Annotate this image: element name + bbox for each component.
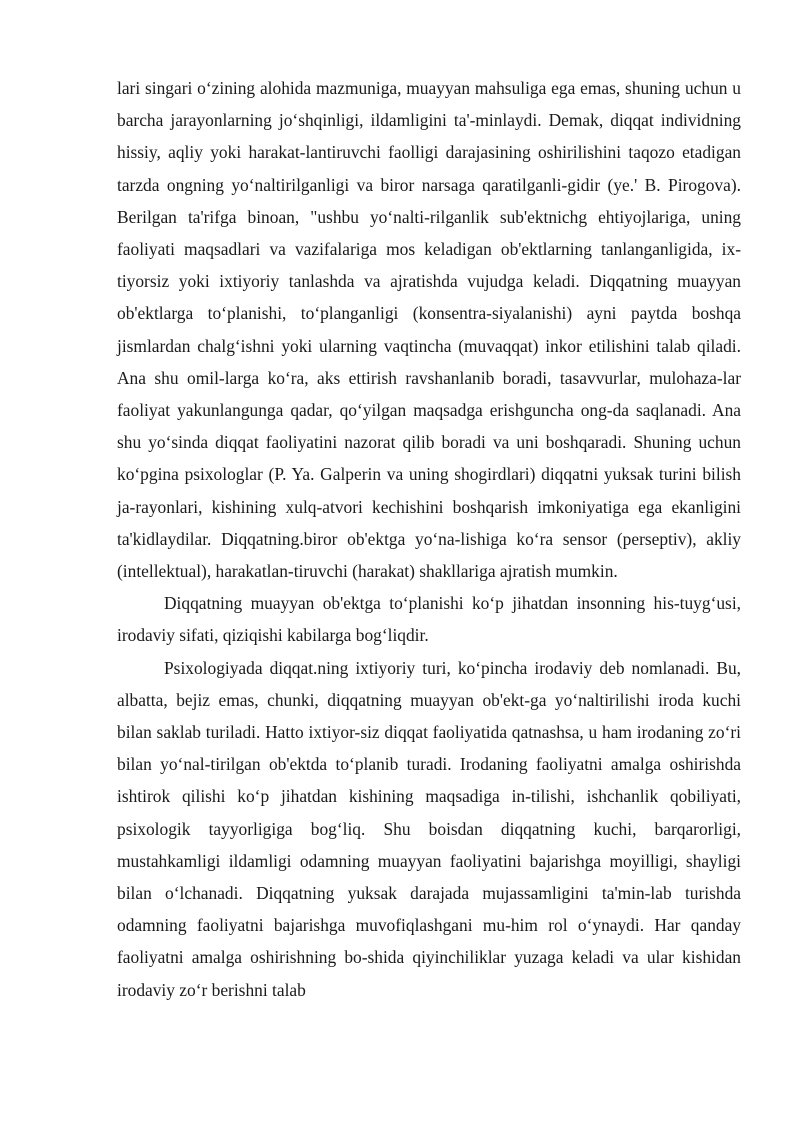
paragraph-1: lari singari o‘zining alohida mazmuniga, muayyan mahsuliga ega emas, shuning uchun u barcha jarayonlarning jo‘shqinligi, ildamligini ta'-minlaydi. Demak, diqqat individning hissiy, aqliy yoki harakat-lantiruvchi faolligi darajasining oshirilishini taqozo etadigan tarzda ongning yo‘naltirilganligi va biror narsaga qaratilganli-gidir (ye.' B. Pirogova). Berilgan ta'rifga binoan, "ushbu yo‘nalti-rilganlik sub'ektnichg ehtiyojlariga, uning faoliyati maqsadlari va vazifalariga mos keladigan ob'ektlarning tanlanganligida, ix-tiyorsiz yoki ixtiyoriy tanlashda va ajratishda vujudga keladi. Diqqatning muayyan ob'ektlarga to‘planishi, to‘planganligi (konsentra-siyalanishi) ayni paytda boshqa jismlardan chalg‘ishni yoki ularning vaqtincha (muvaqqat) inkor etilishini talab qiladi. Ana shu omil-larga ko‘ra, aks ettirish ravshanlanib boradi, tasavvurlar, mulohaza-lar faoliyat yakunlangunga qadar, qo‘yilgan maqsadga erishguncha ong-da saqlanadi. Ana shu yo‘sinda diqqat faoliyatini nazorat qilib boradi va uni boshqaradi. Shuning uchun ko‘pgina psixologlar (P. Ya. Galperin va uning shogirdlari) diqqatni yuksak turini bilish ja-rayonlari, kishining xulq-atvori kechishini boshqarish imkoniyatiga ega ekanligini ta'kidlaydilar. Diqqatning.biror ob'ektga yo‘na-lishiga ko‘ra sensor (perseptiv), akliy (intellektual), harakatlan-tiruvchi (harakat) shakllariga ajratish mumkin. bbox=[117, 78, 741, 582]
document-page bbox=[117, 72, 741, 1006]
paragraph-2: Diqqatning muayyan ob'ektga to‘planishi ko‘p jihatdan insonning his-tuyg‘usi, irodaviy sifati, qiziqishi kabilarga bog‘liqdir. bbox=[117, 593, 741, 646]
paragraph-3: Psixologiyada diqqat.ning ixtiyoriy turi, ko‘pincha irodaviy deb nomlanadi. Bu, albatta, bejiz emas, chunki, diqqatning muayyan ob'ekt-ga yo‘naltirilishi iroda kuchi bilan saklab turiladi. Hatto ixtiyor-siz diqqat faoliyatida qatnashsa, u ham irodaning zo‘ri bilan yo‘nal-tirilgan ob'ektda to‘planib turadi. Irodaning faoliyatni amalga oshirishda ishtirok qilishi ko‘p jihatdan kishining maqsadiga in-tilishi, ishchanlik qobiliyati, psixologik tayyorligiga bog‘liq. Shu boisdan diqqatning kuchi, barqarorligi, mustahkamligi ildamligi odamning muayyan faoliyatini bajarishga moyilligi, shayligi bilan o‘lchanadi. Diqqatning yuksak darajada mujassamligini ta'min-lab turishda odamning faoliyatni bajarishga muvofiqlashgani mu-him rol o‘ynaydi. Har qanday faoliyatni amalga oshirishning bo-shida qiyinchiliklar yuzaga keladi va ular kishidan irodaviy zo‘r berishni talab bbox=[117, 657, 741, 1000]
